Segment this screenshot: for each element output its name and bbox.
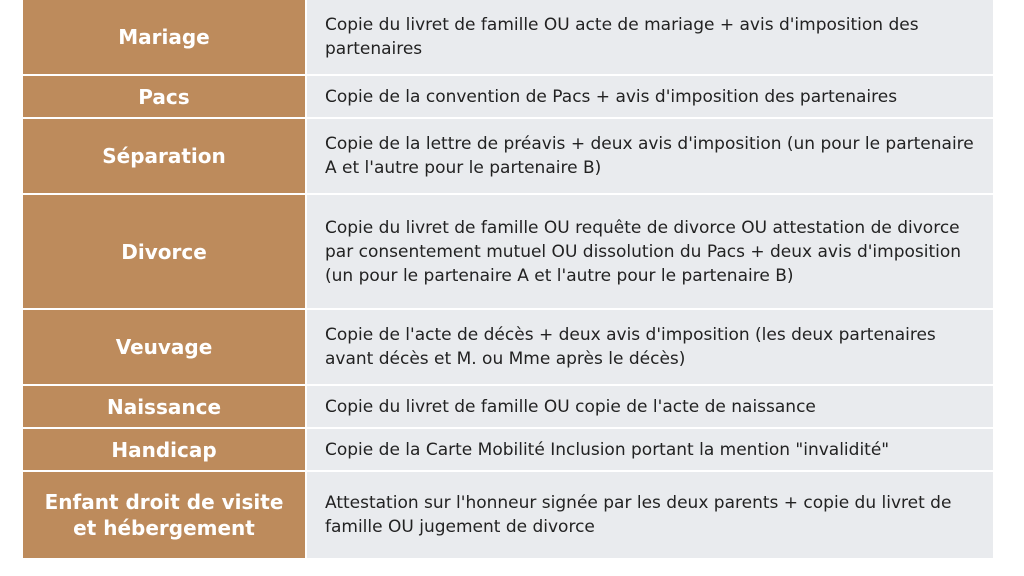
row-text-enfant: Attestation sur l'honneur signée par les deux parents + copie du livret de famille OU jugement de divorce [307,472,993,558]
row-label-pacs: Pacs [23,76,307,119]
row-label-naissance: Naissance [23,386,307,429]
row-label-separation: Séparation [23,119,307,195]
row-text-divorce: Copie du livret de famille OU requête de divorce OU attestation de divorce par consentement mutuel OU dissolution du Pacs + deux avis d'imposition (un pour le partenaire A et l'autre pour le partenaire B) [307,195,993,310]
row-text-naissance: Copie du livret de famille OU copie de l'acte de naissance [307,386,993,429]
row-label-veuvage: Veuvage [23,310,307,386]
row-label-enfant: Enfant droit de visite et hébergement [23,472,307,558]
row-text-handicap: Copie de la Carte Mobilité Inclusion portant la mention "invalidité" [307,429,993,472]
row-text-veuvage: Copie de l'acte de décès + deux avis d'imposition (les deux partenaires avant décès et M. ou Mme après le décès) [307,310,993,386]
documents-table [23,0,993,558]
row-text-separation: Copie de la lettre de préavis + deux avis d'imposition (un pour le partenaire A et l'autre pour le partenaire B) [307,119,993,195]
row-label-mariage: Mariage [23,0,307,76]
row-label-divorce: Divorce [23,195,307,310]
row-text-mariage: Copie du livret de famille OU acte de mariage + avis d'imposition des partenaires [307,0,993,76]
row-label-handicap: Handicap [23,429,307,472]
row-text-pacs: Copie de la convention de Pacs + avis d'imposition des partenaires [307,76,993,119]
